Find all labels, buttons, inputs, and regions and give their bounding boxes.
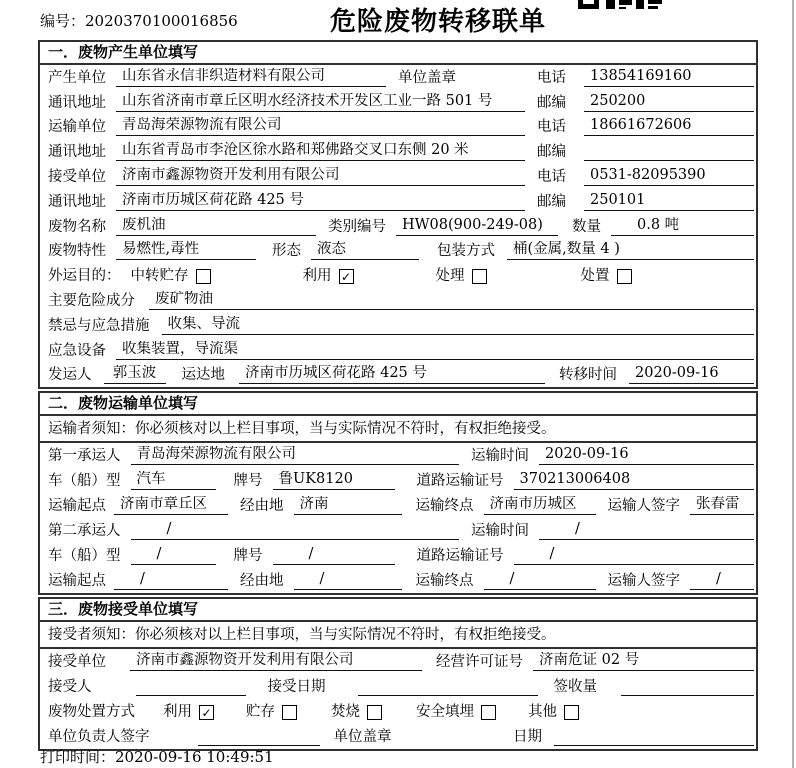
vehicle-type-value: / bbox=[131, 546, 216, 565]
route-start-label: 运输起点 bbox=[48, 573, 106, 589]
disposal-option-utilize bbox=[163, 704, 214, 721]
phone-label: 电话 bbox=[537, 69, 566, 86]
print-time bbox=[40, 746, 274, 767]
route-end-label: 运输终点 bbox=[415, 573, 474, 589]
second-carrier-value: / bbox=[131, 521, 460, 540]
disposal-option-other bbox=[528, 704, 579, 721]
accept-unit-row bbox=[40, 649, 756, 674]
producer-label: 产生单位 bbox=[48, 69, 106, 86]
first-route-row bbox=[40, 493, 756, 518]
disposal-method-row bbox=[40, 699, 756, 724]
checkbox-icon: ✓ bbox=[199, 705, 214, 720]
checkbox-icon: ✓ bbox=[339, 269, 354, 284]
checkbox-icon bbox=[481, 705, 496, 720]
waste-form-label: 形态 bbox=[272, 243, 301, 260]
disposal-method-label: 废物处置方式 bbox=[48, 704, 135, 720]
receiver-row bbox=[40, 164, 756, 189]
first-carrier-value: 青岛海荣源物流有限公司 bbox=[131, 446, 460, 465]
phone-label: 电话 bbox=[537, 168, 566, 185]
vehicle-type-value: 汽车 bbox=[131, 471, 216, 490]
destination-value: 济南市历城区荷花路 425 号 bbox=[239, 365, 545, 384]
qr-code-icon bbox=[578, 0, 662, 10]
packaging-label: 包装方式 bbox=[437, 243, 495, 260]
waste-property-label: 废物特性 bbox=[48, 243, 106, 260]
second-vehicle-row bbox=[40, 543, 756, 568]
waste-name-label: 废物名称 bbox=[48, 218, 106, 235]
acceptor-label: 接受人 bbox=[48, 679, 92, 695]
responsible-signature-label: 单位负责人签字 bbox=[48, 729, 150, 745]
waste-code-label: 类别编号 bbox=[328, 218, 386, 235]
waste-name-value: 废机油 bbox=[116, 217, 316, 236]
route-start-value: 济南市章丘区 bbox=[114, 496, 228, 515]
signed-quantity-value bbox=[621, 694, 754, 696]
business-license-value: 济南危证 02 号 bbox=[533, 652, 754, 671]
section-receiver bbox=[38, 597, 758, 751]
producer-address-row bbox=[40, 90, 756, 115]
dispatch-row bbox=[40, 363, 756, 388]
accept-date-label: 接受日期 bbox=[267, 679, 326, 695]
transporter-phone-value: 18661672606 bbox=[584, 117, 754, 136]
zip-label: 邮编 bbox=[537, 144, 566, 161]
section1-title: 一．废物产生单位填写 bbox=[40, 42, 756, 65]
vehicle-type-label: 车（船）型 bbox=[48, 548, 121, 564]
first-vehicle-row bbox=[40, 468, 756, 493]
disposal-option-incinerate bbox=[331, 704, 382, 721]
section2-title: 二．废物运输单位填写 bbox=[40, 393, 756, 416]
option-label: 利用 bbox=[163, 704, 192, 720]
purpose-option-dispose bbox=[581, 268, 632, 285]
accept-unit-label: 接受单位 bbox=[48, 654, 106, 670]
purpose-option-utilize bbox=[303, 268, 354, 285]
transporter-notice: 运输者须知：你必须核对以上栏目事项，当与实际情况不符时，有权拒绝接受。 bbox=[40, 416, 756, 443]
second-carrier-row bbox=[40, 518, 756, 543]
print-time-label: 打印时间： bbox=[40, 748, 116, 766]
second-route-row bbox=[40, 568, 756, 593]
carrier-signature-value: / bbox=[690, 571, 754, 590]
hazard-component-row bbox=[40, 288, 756, 313]
receiver-address-row bbox=[40, 189, 756, 214]
hazard-component-label: 主要危险成分 bbox=[48, 292, 135, 309]
option-label: 焚烧 bbox=[331, 704, 360, 720]
transporter-address-row bbox=[40, 139, 756, 164]
transporter-label: 运输单位 bbox=[48, 119, 106, 136]
destination-label: 运达地 bbox=[181, 367, 225, 384]
road-license-label: 道路运输证号 bbox=[416, 473, 504, 489]
waste-form-value: 液态 bbox=[311, 241, 419, 260]
disposal-option-landfill bbox=[416, 704, 496, 721]
road-license-label: 道路运输证号 bbox=[416, 548, 504, 564]
phone-label: 电话 bbox=[537, 119, 566, 136]
checkbox-icon bbox=[472, 269, 487, 284]
waste-code-value: HW08(900-249-08) bbox=[396, 217, 558, 236]
purpose-option-treat bbox=[436, 268, 487, 285]
address-label: 通讯地址 bbox=[48, 144, 106, 161]
carrier-signature-label: 运输人签字 bbox=[607, 573, 680, 589]
transfer-purpose-label: 外运目的： bbox=[48, 268, 121, 285]
print-time-value: 2020-09-16 10:49:51 bbox=[115, 748, 274, 766]
doc-number bbox=[40, 10, 238, 31]
section-producer bbox=[38, 40, 758, 389]
disposal-option-storage bbox=[246, 704, 297, 721]
option-label: 其他 bbox=[528, 704, 557, 720]
page-edge-divider bbox=[792, 0, 794, 768]
transfer-purpose-row bbox=[40, 263, 756, 288]
address-label: 通讯地址 bbox=[48, 193, 106, 210]
option-label: 处理 bbox=[435, 268, 465, 285]
doc-number-label: 编号： bbox=[40, 12, 86, 30]
emergency-measures-value: 收集、导流 bbox=[162, 316, 755, 335]
transport-time-value: / bbox=[539, 521, 754, 540]
option-label: 贮存 bbox=[246, 704, 275, 720]
plate-value: 鲁UK8120 bbox=[273, 471, 395, 490]
transfer-time-value: 2020-09-16 bbox=[629, 365, 754, 384]
producer-value: 山东省永信非织造材料有限公司 bbox=[116, 68, 386, 87]
accept-unit-value: 济南市鑫源物资开发利用有限公司 bbox=[130, 652, 422, 671]
transporter-address-value: 山东省青岛市李沧区徐水路和郑佛路交叉口东侧 20 米 bbox=[116, 142, 525, 161]
receiver-label: 接受单位 bbox=[48, 168, 106, 185]
producer-address-value: 山东省济南市章丘区明水经济技术开发区工业一路 501 号 bbox=[116, 93, 525, 112]
section-transporter bbox=[38, 391, 758, 595]
option-label: 处置 bbox=[580, 268, 610, 285]
receiver-zip-value: 250101 bbox=[584, 192, 754, 211]
plate-label: 牌号 bbox=[233, 548, 263, 564]
option-label: 安全填埋 bbox=[416, 704, 474, 720]
route-via-value: 济南 bbox=[294, 496, 402, 515]
dispatcher-value: 郭玉波 bbox=[104, 365, 166, 384]
doc-number-value: 2020370100016856 bbox=[85, 12, 238, 30]
waste-property-row bbox=[40, 239, 756, 264]
receiver-phone-value: 0531-82095390 bbox=[584, 167, 754, 186]
section3-title: 三．废物接受单位填写 bbox=[40, 599, 756, 622]
packaging-value: 桶(金属,数量 4 ) bbox=[507, 241, 754, 260]
route-start-value: / bbox=[114, 571, 228, 590]
waste-property-value: 易燃性,毒性 bbox=[116, 241, 256, 260]
checkbox-icon bbox=[367, 705, 382, 720]
carrier-signature-label: 运输人签字 bbox=[607, 498, 680, 514]
checkbox-icon bbox=[564, 705, 579, 720]
transporter-row bbox=[40, 115, 756, 140]
receiver-value: 济南市鑫源物资开发利用有限公司 bbox=[116, 167, 525, 186]
acceptor-value bbox=[136, 694, 246, 696]
route-start-label: 运输起点 bbox=[48, 498, 106, 514]
checkbox-icon bbox=[282, 705, 297, 720]
route-end-value: 济南市历城区 bbox=[484, 496, 596, 515]
producer-row bbox=[40, 65, 756, 90]
first-carrier-row bbox=[40, 443, 756, 468]
producer-phone-value: 13854169160 bbox=[584, 68, 754, 87]
vehicle-type-label: 车（船）型 bbox=[48, 473, 121, 489]
route-end-label: 运输终点 bbox=[415, 498, 474, 514]
date-value bbox=[554, 744, 754, 746]
transporter-value: 青岛海荣源物流有限公司 bbox=[116, 117, 525, 136]
emergency-equipment-value: 收集装置，导流渠 bbox=[116, 341, 754, 360]
dispatcher-label: 发运人 bbox=[48, 367, 92, 384]
unit-seal-label: 单位盖章 bbox=[398, 69, 456, 86]
first-carrier-label: 第一承运人 bbox=[48, 448, 121, 464]
signed-quantity-label: 签收量 bbox=[553, 679, 597, 695]
road-license-value: / bbox=[514, 546, 755, 565]
unit-seal-label: 单位盖章 bbox=[333, 729, 392, 745]
emergency-measures-label: 禁忌与应急措施 bbox=[48, 317, 150, 334]
accept-date-value bbox=[358, 694, 538, 696]
producer-zip-value: 250200 bbox=[584, 93, 754, 112]
waste-name-row bbox=[40, 214, 756, 239]
address-label: 通讯地址 bbox=[48, 94, 106, 111]
transfer-time-label: 转移时间 bbox=[559, 367, 617, 384]
plate-label: 牌号 bbox=[233, 473, 263, 489]
purpose-option-transfer-storage bbox=[131, 268, 211, 285]
second-carrier-label: 第二承运人 bbox=[48, 523, 121, 539]
route-end-value: / bbox=[484, 571, 596, 590]
zip-label: 邮编 bbox=[537, 193, 566, 210]
transport-time-value: 2020-09-16 bbox=[539, 446, 754, 465]
receiver-address-value: 济南市历城区荷花路 425 号 bbox=[116, 192, 525, 211]
receiver-notice: 接受者须知：你必须核对以上栏目事项，当与实际情况不符时，有权拒绝接受。 bbox=[40, 622, 756, 649]
route-via-label: 经由地 bbox=[240, 573, 284, 589]
page-title: 危险废物转移联单 bbox=[330, 7, 547, 37]
transporter-zip-value bbox=[584, 159, 754, 161]
road-license-value: 370213006408 bbox=[514, 471, 755, 490]
carrier-signature-value: 张春雷 bbox=[690, 496, 754, 515]
acceptor-row bbox=[40, 674, 756, 699]
hazard-component-value: 废矿物油 bbox=[149, 291, 754, 310]
route-via-value: / bbox=[294, 571, 402, 590]
transport-time-label: 运输时间 bbox=[471, 448, 529, 464]
emergency-equipment-label: 应急设备 bbox=[48, 342, 106, 359]
waste-qty-value: 0.8 吨 bbox=[611, 217, 754, 236]
emergency-measures-row bbox=[40, 313, 756, 338]
option-label: 中转贮存 bbox=[130, 268, 189, 285]
date-label: 日期 bbox=[513, 729, 542, 745]
checkbox-icon bbox=[617, 269, 632, 284]
zip-label: 邮编 bbox=[537, 94, 566, 111]
waste-qty-label: 数量 bbox=[572, 218, 601, 235]
business-license-label: 经营许可证号 bbox=[436, 654, 523, 670]
checkbox-icon bbox=[196, 269, 211, 284]
emergency-equipment-row bbox=[40, 338, 756, 363]
transport-time-label: 运输时间 bbox=[471, 523, 529, 539]
option-label: 利用 bbox=[302, 268, 332, 285]
route-via-label: 经由地 bbox=[240, 498, 284, 514]
plate-value: / bbox=[273, 546, 395, 565]
